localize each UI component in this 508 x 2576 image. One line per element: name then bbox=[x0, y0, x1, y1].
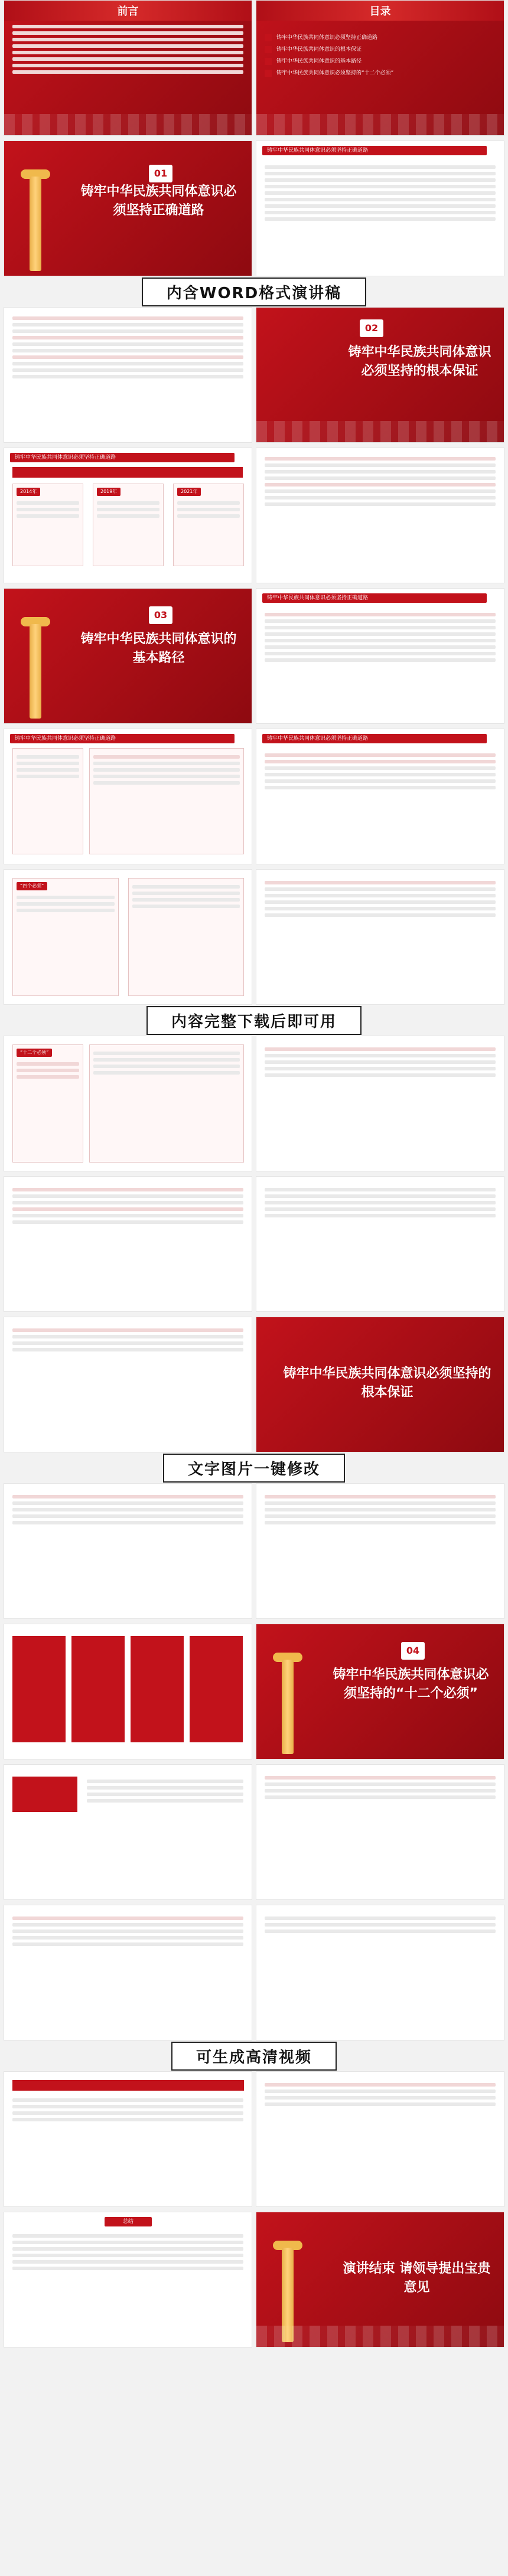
pillar-decoration bbox=[267, 1648, 308, 1754]
slide-text bbox=[265, 1914, 496, 2032]
toc-slide bbox=[256, 0, 504, 136]
promo-banner: 内含WORD格式演讲稿 bbox=[0, 279, 508, 305]
section3-slide bbox=[4, 588, 252, 724]
row-10 bbox=[0, 1317, 508, 1452]
red-card bbox=[190, 1636, 243, 1742]
timeline-slide bbox=[4, 448, 252, 583]
slide-text bbox=[12, 2231, 243, 2339]
promo-banner: 可生成高清视频 bbox=[0, 2043, 508, 2069]
row-3 bbox=[0, 307, 508, 443]
skyline-decoration bbox=[4, 114, 252, 135]
preface-body bbox=[12, 22, 243, 127]
slide-text bbox=[265, 2080, 496, 2198]
row-5 bbox=[0, 588, 508, 724]
header-bar: 铸牢中华民族共同体意识必须坚持正确道路 bbox=[10, 734, 235, 743]
content-slide bbox=[4, 1036, 252, 1171]
preface-slide bbox=[4, 0, 252, 136]
slide-text bbox=[87, 1777, 243, 1891]
section-title: 铸牢中华民族共同体意识必须坚持正确道路 bbox=[80, 184, 237, 218]
section-number: 01 bbox=[149, 165, 172, 182]
content-slide bbox=[4, 1176, 252, 1312]
section4-slide bbox=[256, 1624, 504, 1759]
row-12 bbox=[0, 1624, 508, 1759]
end-slide bbox=[256, 2212, 504, 2348]
row-15 bbox=[0, 2071, 508, 2207]
toc-item[interactable]: 铸牢中华民族共同体意识的根本保证 bbox=[265, 45, 496, 54]
text-slide bbox=[256, 141, 504, 276]
slide-text bbox=[12, 314, 243, 434]
content-slide bbox=[256, 1764, 504, 1900]
slide-text bbox=[12, 1492, 243, 1610]
pillar-decoration bbox=[15, 612, 56, 719]
row-14 bbox=[0, 1905, 508, 2040]
content-slide bbox=[4, 1317, 252, 1452]
content-slide bbox=[4, 1764, 252, 1900]
slide-text bbox=[265, 878, 496, 996]
slide-text bbox=[12, 2095, 243, 2198]
summary-slide bbox=[4, 2212, 252, 2348]
highlight-strip bbox=[12, 2080, 244, 2091]
skyline-decoration bbox=[256, 2326, 504, 2347]
info-card bbox=[128, 878, 244, 996]
section-number: 03 bbox=[149, 606, 172, 624]
slide-text bbox=[265, 162, 496, 267]
content-slide bbox=[256, 448, 504, 583]
row-1 bbox=[0, 0, 508, 136]
red-card bbox=[12, 1636, 66, 1742]
content-slide bbox=[4, 1905, 252, 2040]
promo-banner: 内容完整下载后即可用 bbox=[0, 1007, 508, 1033]
section1-slide bbox=[4, 141, 252, 276]
slide-text bbox=[265, 750, 496, 856]
slide-text bbox=[12, 1185, 243, 1303]
red-card bbox=[71, 1636, 125, 1742]
content-slide bbox=[256, 2071, 504, 2207]
toc-item[interactable]: 铸牢中华民族共同体意识必须坚持正确道路 bbox=[265, 34, 496, 42]
content-slide bbox=[4, 729, 252, 864]
slide-text bbox=[265, 1044, 496, 1163]
row-16 bbox=[0, 2212, 508, 2348]
content-slide bbox=[256, 1905, 504, 2040]
slide-text bbox=[265, 610, 496, 715]
year-card: 2021年 bbox=[173, 484, 244, 566]
row-13 bbox=[0, 1764, 508, 1900]
content-slide bbox=[256, 729, 504, 864]
content-slide bbox=[256, 869, 504, 1005]
section-title: 铸牢中华民族共同体意识必须坚持的根本保证 bbox=[348, 345, 491, 378]
section-title: 铸牢中华民族共同体意识的基本路径 bbox=[80, 632, 237, 665]
info-card: “四个必须” bbox=[12, 878, 119, 996]
content-slide bbox=[4, 869, 252, 1005]
toc-list bbox=[265, 30, 496, 127]
info-card bbox=[12, 748, 83, 854]
red-card bbox=[131, 1636, 184, 1742]
content-slide bbox=[256, 1483, 504, 1619]
content-slide bbox=[4, 2071, 252, 2207]
slide-text bbox=[265, 1492, 496, 1610]
row-2 bbox=[0, 141, 508, 276]
row-11 bbox=[0, 1483, 508, 1619]
text-slide bbox=[256, 588, 504, 724]
summary-title: 总结 bbox=[105, 2217, 152, 2226]
highlight-strip bbox=[12, 467, 243, 478]
section2-slide bbox=[256, 307, 504, 443]
row-4 bbox=[0, 448, 508, 583]
slide-text bbox=[265, 1773, 496, 1891]
header-bar: 铸牢中华民族共同体意识必须坚持正确道路 bbox=[10, 453, 235, 462]
skyline-decoration bbox=[256, 114, 504, 135]
header-bar: 铸牢中华民族共同体意识必须坚持正确道路 bbox=[262, 593, 487, 603]
slide-text bbox=[265, 454, 496, 574]
section-title: 铸牢中华民族共同体意识必须坚持的根本保证 bbox=[283, 1366, 491, 1400]
row-7 bbox=[0, 869, 508, 1005]
toc-item[interactable]: 铸牢中华民族共同体意识的基本路径 bbox=[265, 57, 496, 66]
row-9 bbox=[0, 1176, 508, 1312]
toc-item[interactable]: 铸牢中华民族共同体意识必须坚持的“十二个必须” bbox=[265, 69, 496, 77]
content-slide bbox=[4, 1483, 252, 1619]
end-title: 演讲结束 请领导提出宝贵意见 bbox=[343, 2261, 491, 2295]
square-icon bbox=[265, 46, 272, 53]
row-8 bbox=[0, 1036, 508, 1171]
promo-banner: 文字图片一键修改 bbox=[0, 1455, 508, 1481]
year-card: 2019年 bbox=[93, 484, 164, 566]
section-slide bbox=[256, 1317, 504, 1452]
slide-text bbox=[265, 1185, 496, 1303]
info-card bbox=[89, 1044, 244, 1163]
header-bar: 铸牢中华民族共同体意识必须坚持正确道路 bbox=[262, 734, 487, 743]
header-bar: 铸牢中华民族共同体意识必须坚持正确道路 bbox=[262, 146, 487, 155]
toc-title: 目录 bbox=[256, 1, 504, 21]
section-number: 02 bbox=[360, 319, 383, 337]
content-slide bbox=[4, 307, 252, 443]
section-number: 04 bbox=[401, 1642, 425, 1660]
red-card bbox=[12, 1777, 77, 1812]
skyline-decoration bbox=[256, 421, 504, 442]
info-card: “十二个必须” bbox=[12, 1044, 83, 1163]
preface-title: 前言 bbox=[4, 1, 252, 21]
content-slide bbox=[256, 1176, 504, 1312]
slide-text bbox=[12, 1325, 243, 1444]
content-slide bbox=[256, 1036, 504, 1171]
slide-text bbox=[12, 1914, 243, 2032]
pillar-decoration bbox=[15, 165, 56, 271]
year-card: 2014年 bbox=[12, 484, 83, 566]
section-title: 铸牢中华民族共同体意识必须坚持的“十二个必须” bbox=[333, 1667, 489, 1701]
square-icon bbox=[265, 70, 272, 77]
info-card bbox=[89, 748, 244, 854]
square-icon bbox=[265, 58, 272, 65]
content-slide bbox=[4, 1624, 252, 1759]
row-6 bbox=[0, 729, 508, 864]
square-icon bbox=[265, 34, 272, 41]
